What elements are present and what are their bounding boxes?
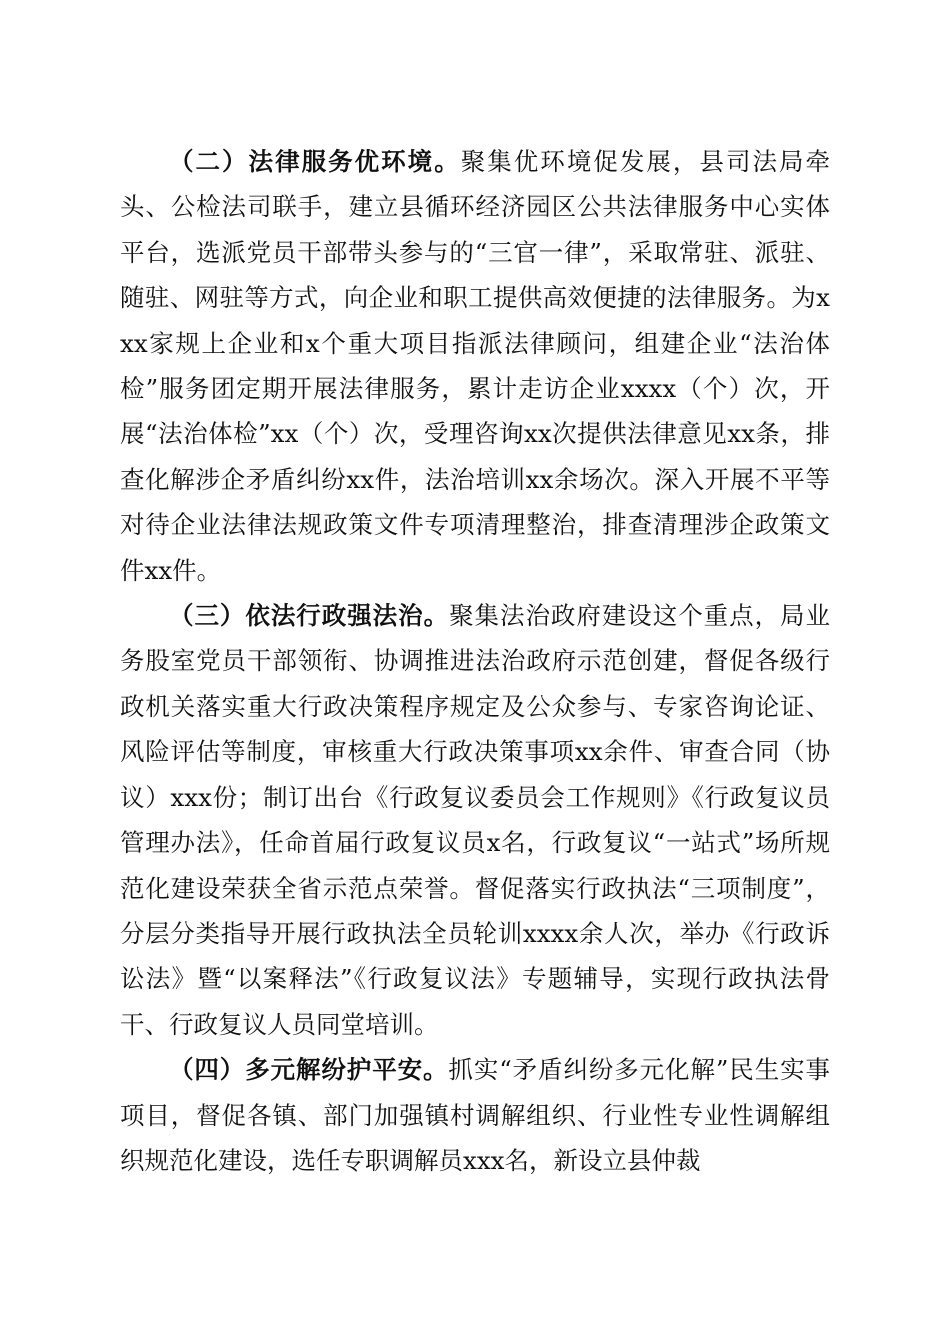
- paragraph-text: 聚集优环境促发展，县司法局牵头、公检法司联手，建立县循环经济园区公共法律服务中心实体平台，选派党员干部带头参与的“三官一律”，采取常驻、派驻、随驻、网驻等方式，向企业和职工提供高效便捷的法律服务。为xxx家规上企业和x个重大项目指派法律顾问，组建企业“法治体检”服务团定期开展法律服务，累计走访企业xxxx（个）次，开展“法治体检”xx（个）次，受理咨询xx次提供法律意见xx条，排查化解涉企矛盾纠纷xx件，法治培训xx余场次。深入开展不平等对待企业法律法规政策文件专项清理整治，排查清理涉企政策文件xx件。: [120, 147, 831, 585]
- paragraph-text: 聚集法治政府建设这个重点，局业务股室党员干部领衔、协调推进法治政府示范创建，督促各级行政机关落实重大行政决策程序规定及公众参与、专家咨询论证、风险评估等制度，审核重大行政决策事项xx余件、审查合同（协议）xxx份；制订出台《行政复议委员会工作规则》《行政复议员管理办法》，任命首届行政复议员x名，行政复议“一站式”场所规范化建设荣获全省示范点荣誉。督促落实行政执法“三项制度”，分层分类指导开展行政执法全员轮训xxxx余人次，举办《行政诉讼法》暨“以案释法”《行政复议法》专题辅导，实现行政执法骨干、行政复议人员同堂培训。: [120, 601, 831, 1039]
- paragraph-dispute-resolution: [120, 1047, 830, 1183]
- paragraph-heading: （四）多元解纷护平安。: [169, 1055, 449, 1085]
- paragraph-legal-services: [120, 139, 830, 593]
- paragraph-heading: （三）依法行政强法治。: [169, 601, 450, 631]
- paragraph-heading: （二）法律服务优环境。: [169, 147, 461, 176]
- document-body: [120, 139, 830, 1183]
- paragraph-text: 抓实“矛盾纠纷多元化解”民生实事项目，督促各镇、部门加强镇村调解组织、行业性专业性调解组织规范化建设，选任专职调解员xxx名，新设立县仲裁: [120, 1055, 830, 1175]
- paragraph-administration-by-law: [120, 593, 830, 1047]
